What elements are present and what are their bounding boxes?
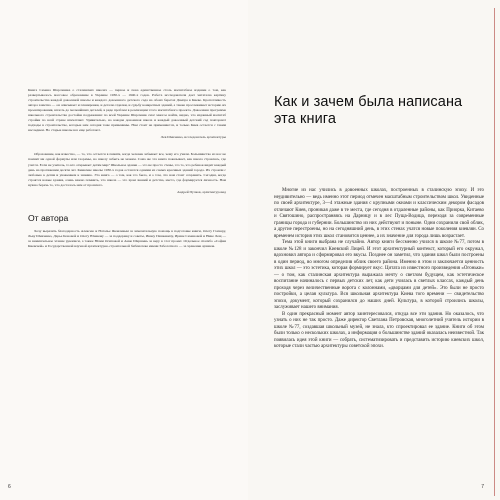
intro-signature: Лев Шевченко, исследователь архитектуры <box>160 135 226 140</box>
section-title-from-author: От автора <box>28 212 69 223</box>
intro-block <box>28 88 226 140</box>
body-paragraph-3: В один прекрасный момент автор заинтересовался, откуда все эти здания. Но оказалось, что узнать о них не так просто. Даже директор Светлана Петровская, многолетний учитель истории в школе №77, создавшая школьный музей, не знала, кто спроектировал ее здание. Книги об этом были только о нескольких школах, а информация о большинстве зданий оказалась неизвестной. Так появилась идея этой книги — собрать, систематизировать и представить историю киевских школ, которые стали частью архитектуры советской эпохи. <box>274 311 484 349</box>
page-number-right: 7 <box>481 484 484 490</box>
body-paragraph-1: Многие из нас учились в довоенных школах, построенных в сталинскую эпоху. И это неудивительно — ведь именно этот период отмечен масштабным строительством школ. Увиденные по своей архитектуре, 3—4 этажные здания с крупными окнами и классическим декором фасадов отличают Киев, проникая даже в те места, где сегодня в отдаленные районы, как Приорка, Китаево и Святошино, распространяясь на Дарницу и в лес Пуща-Водица, переходя за современные границы города и губернии. Большинство из них действуют и поныне. Одни сохранили свой облик, а другие перестроены, но на сегодняшний день, в этих стенах учатся новые поколения киевлян. Со временем история этих школ становится ценнее, а их значение для города лишь возрастает. <box>274 188 484 239</box>
chapter-title: Как и зачем была написана эта книга <box>274 94 463 127</box>
intro-text: Книга Семена Шарочника о сталинских школах — первое и пока единственное столь масштабное издание о том, как развертывалось массовое образование в Украине 1930-х — 1940-х годов. Работа исследователя дает читателю картину строительства каждой довоенной школы и каждого довоенного детского сада на обоих берегах Днепра в Киеве. Кропотливость автора заметна — он описывает и планировки, и детали отделки, и судьбу конкретных зданий, а также прослеживает историю их проектирования, вплоть до мельчайших деталей, в ряде проблем в реализации этого масштабного проекта. Довоенная программа школьного строительства достойна подражания: по всей Украине Шарочник смог многое найти, видно, что изданный масштаб стройки по всей стране впечатляет. Удивительно, но каждая довоенная школа и каждый довоенный детский сад повторяют подходы в строительстве, которые нам сегодня тоже применимы. Нам стоит не применяются, и только Киев остается с таким наследием. Но старые школы все еще работают. <box>28 88 226 133</box>
left-page <box>0 0 248 500</box>
page-edge-line <box>494 8 495 496</box>
quote-text: Образование, как известно, — то, что остается в памяти, когда человек забывает все, чему его учили. Большинство из нас не помнит ни одной формулы или теоремы, но школу забыть не можем. Сама же эта книга показывает, как школа строилась, где учатся. Если не учитель, то кто открывает детям мир? Школьное здание — это не просто стены, это то, что ребенок видит каждый день на протяжении десяти лет. Киевские школы 1930-х годов остаются одними из самых красивых зданий города. Их строили с любовью к детям и уважением к знанию. Эта книга — о том, как это было, и о том, что нам стоит сохранить. Сегодня, когда строятся новые здания, очень важно помнить, что школа — это храм знаний и детства, место, где формируется личность. Нам нужно беречь то, что досталось нам от прошлого. <box>28 152 226 187</box>
author-acknowledgements: Хочу выразить благодарность Алексею и Наталье Яковлевым за замечательную помощь в подготовке книги, Олегу Гончару, Льву Шевченко, Дарье Коновой и Олегу Юнакову — за поддержку и советы, Ивану Пашкевичу, Ирине Семеновой и Нине Лещ — за внимательное чтение рукописи, а также Юлии Осиповой и Анне Шершень за веру в этот проект. Отдельное спасибо «Софии Киевской» и Государственной научной архитектурно-строительной библиотеке имени Заболотного — за хранение архивов. <box>28 228 226 248</box>
quote-signature: Андрей Пучков, архитектуровед <box>177 189 226 194</box>
body-paragraph-2: Тема этой книги выбрана не случайно. Автор книги бессменно учился в школе №77, потом в школе №128 и закончил Киевский Лицей. И этот архитектурный контекст, который его окружал, вдохновил автора и сформировал его вкусы. Позднее он заметил, что здания школ были построены в один период, во многом определив облик своего района. Именно в этом и заключается ценность этих школ — это эстетика, которая формирует вкус. Цитата из известного произведения «Огоньки» — о том, как сталинская архитектура выражала мечту о светлом будущем, как эстетическое воспитание начиналось с первых детских лет, как дети училась в светлых классах, каждый день проходя через величественные ворота с колоннами, «дворцами для детей». Это были не просто постройки, а целая культура. Вся школьная архитектура Киева того времени — свидетельство эпохи, документ, который сохранился до наших дней. Культура, в которой строились школы, заслуживает нашего внимания. <box>274 240 484 310</box>
quote-block <box>28 152 226 194</box>
page-number-left: 6 <box>8 484 11 490</box>
right-page <box>248 0 500 500</box>
